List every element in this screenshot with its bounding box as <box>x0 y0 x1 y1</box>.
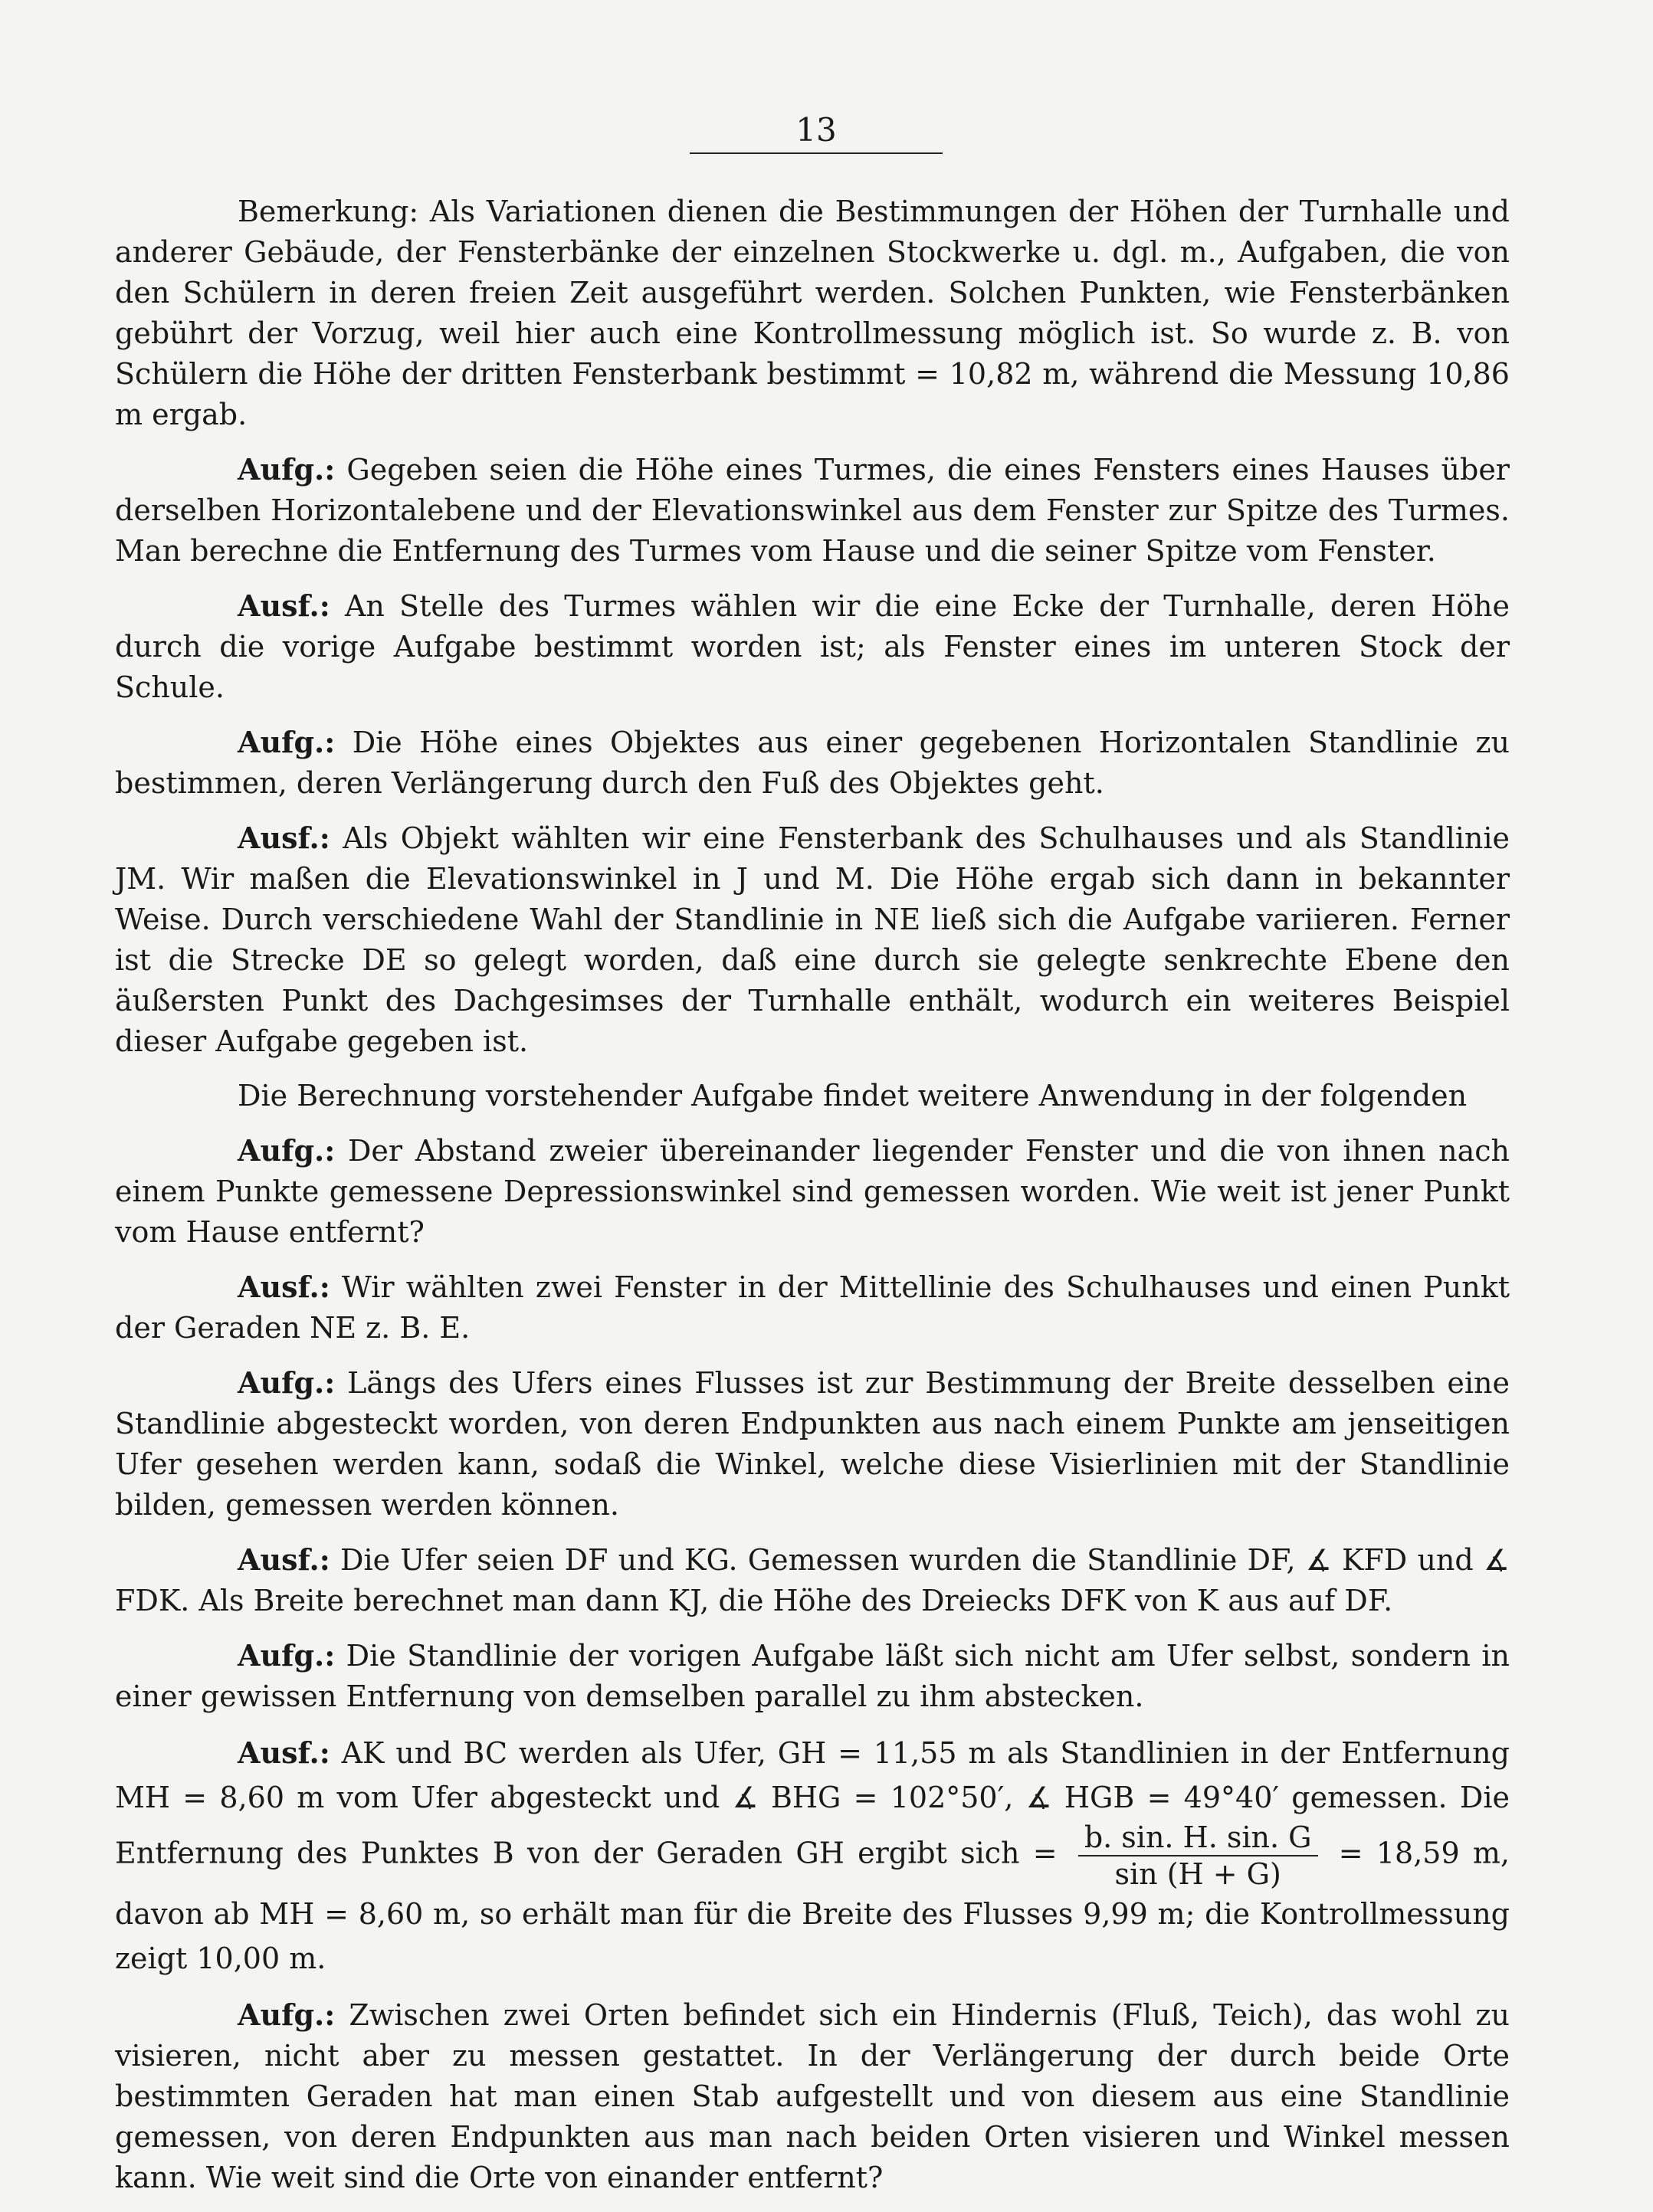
formula-fraction <box>1078 1820 1318 1892</box>
ausfuehrung-label: Ausf.: <box>238 1542 330 1577</box>
page-number-rule <box>690 152 943 154</box>
paragraph-text: Gegeben seien die Höhe eines Turmes, die eines Fensters eines Hauses über derselben Horizontalebene und der Elevationswinkel aus dem Fenster zur Spitze des Turmes. Man berechne die Entfernung des Turmes vom Hause und die seiner Spitze vom Fenster. <box>115 453 1510 568</box>
paragraph-ausfuehrung <box>115 1539 1510 1621</box>
paragraph-text: Die Höhe eines Objektes aus einer gegebenen Horizontalen Standlinie zu bestimmen, deren Verlängerung durch den Fuß des Objektes geht. <box>115 726 1510 800</box>
formula-numerator: b. sin. H. sin. G <box>1078 1820 1318 1856</box>
paragraph-bemerkung <box>115 192 1510 435</box>
ausfuehrung-label: Ausf.: <box>238 821 330 855</box>
paragraph-text: Längs des Ufers eines Flusses ist zur Bestimmung der Breite desselben eine Standlinie abgesteckt worden, von deren Endpunkten aus nach einem Punkte am jenseitigen Ufer gesehen werden kann, sodaß die Winkel, welche diese Visierlinien mit der Standlinie bilden, gemessen werden können. <box>115 1366 1510 1522</box>
paragraph-text: Die Berechnung vorstehender Aufgabe findet weitere Anwendung in der folgenden <box>238 1079 1468 1113</box>
paragraph-text: Der Abstand zweier übereinander liegender Fenster und die von ihnen nach einem Punkte gemessene Depressionswinkel sind gemessen worden. Wie weit ist jener Punkt vom Hause entfernt? <box>115 1134 1510 1249</box>
page-body <box>115 192 1510 2212</box>
paragraph-text: Die Ufer seien DF und KG. Gemessen wurden die Standlinie DF, ∡ KFD und ∡ FDK. Als Breite berechnet man dann KJ, die Höhe des Dreiecks DFK von K aus auf DF. <box>115 1543 1510 1617</box>
paragraph-ausfuehrung-formula <box>115 1731 1510 1981</box>
paragraph-aufgabe <box>115 1994 1510 2198</box>
paragraph-text: Die Standlinie der vorigen Aufgabe läßt sich nicht am Ufer selbst, sondern in einer gewissen Entfernung von demselben parallel zu ihm abstecken. <box>115 1639 1510 1713</box>
paragraph-aufgabe <box>115 1635 1510 1717</box>
paragraph-text: Als Objekt wählten wir eine Fensterbank des Schulhauses und als Standlinie JM. Wir maßen die Elevationswinkel in J und M. Die Höhe ergab sich dann in bekannter Weise. Durch verschiedene Wahl der Standlinie in NE ließ sich die Aufgabe variieren. Ferner ist die Strecke DE so gelegt worden, daß eine durch sie gelegte senkrechte Ebene den äußersten Punkt des Dachgesimses der Turnhalle enthält, wodurch ein weiteres Beispiel dieser Aufgabe gegeben ist. <box>115 821 1510 1058</box>
paragraph-aufgabe <box>115 1362 1510 1525</box>
paragraph-text: = 18,59 m, davon ab MH = 8,60 m, so erhält man für die Breite des Flusses 9,99 m; die Kontrollmessung zeigt 10,00 m. <box>115 1836 1510 1975</box>
page-number: 13 <box>795 111 837 149</box>
aufgabe-label: Aufg.: <box>238 725 336 759</box>
paragraph-transition <box>115 1076 1510 1116</box>
paragraph-aufgabe <box>115 722 1510 804</box>
paragraph-text: Zwischen zwei Orten befindet sich ein Hindernis (Fluß, Teich), das wohl zu visieren, nicht aber zu messen gestattet. In der Verlängerung der durch beide Orte bestimmten Geraden hat man einen Stab aufgestellt und von diesem aus eine Standlinie gemessen, von deren Endpunkten aus man nach beiden Orten visieren und Winkel messen kann. Wie weit sind die Orte von einander entfernt? <box>115 1998 1510 2194</box>
ausfuehrung-label: Ausf.: <box>238 588 330 623</box>
paragraph-aufgabe <box>115 449 1510 572</box>
aufgabe-label: Aufg.: <box>238 1133 336 1168</box>
aufgabe-label: Aufg.: <box>238 452 336 487</box>
aufgabe-label: Aufg.: <box>238 1638 336 1673</box>
aufgabe-label: Aufg.: <box>238 1997 336 2032</box>
formula-denominator: sin (H + G) <box>1114 1857 1281 1891</box>
page-number-block <box>690 111 943 154</box>
paragraph-text: An Stelle des Turmes wählen wir die eine Ecke der Turnhalle, deren Höhe durch die vorige Aufgabe bestimmt worden ist; als Fenster eines im unteren Stock der Schule. <box>115 589 1510 704</box>
paragraph-ausfuehrung <box>115 585 1510 708</box>
paragraph-text: Wir wählten zwei Fenster in der Mittellinie des Schulhauses und einen Punkt der Geraden NE z. B. E. <box>115 1270 1510 1345</box>
aufgabe-label: Aufg.: <box>238 1365 336 1400</box>
paragraph-text: Bemerkung: Als Variationen dienen die Bestimmungen der Höhen der Turnhalle und anderer Gebäude, der Fensterbänke der einzelnen Stockwerke u. dgl. m., Aufgaben, die von den Schülern in deren freien Zeit ausgeführt werden. Solchen Punkten, wie Fensterbänken gebührt der Vorzug, weil hier auch eine Kontrollmessung möglich ist. So wurde z. B. von Schülern die Höhe der dritten Fensterbank bestimmt = 10,82 m, während die Messung 10,86 m ergab. <box>115 195 1510 431</box>
ausfuehrung-label: Ausf.: <box>238 1735 330 1770</box>
paragraph-ausfuehrung <box>115 818 1510 1062</box>
paragraph-aufgabe <box>115 1130 1510 1253</box>
paragraph-text: AK und BC werden als Ufer, GH = 11,55 m als Standlinien in der Entfernung MH = 8,60 m vom Ufer abgesteckt und ∡ BHG = 102°50′, ∡ HGB = 49°40′ gemessen. Die Entfernung des Punktes B von der Geraden GH ergibt sich = <box>115 1736 1510 1870</box>
paragraph-ausfuehrung <box>115 1267 1510 1349</box>
ausfuehrung-label: Ausf.: <box>238 1270 330 1304</box>
